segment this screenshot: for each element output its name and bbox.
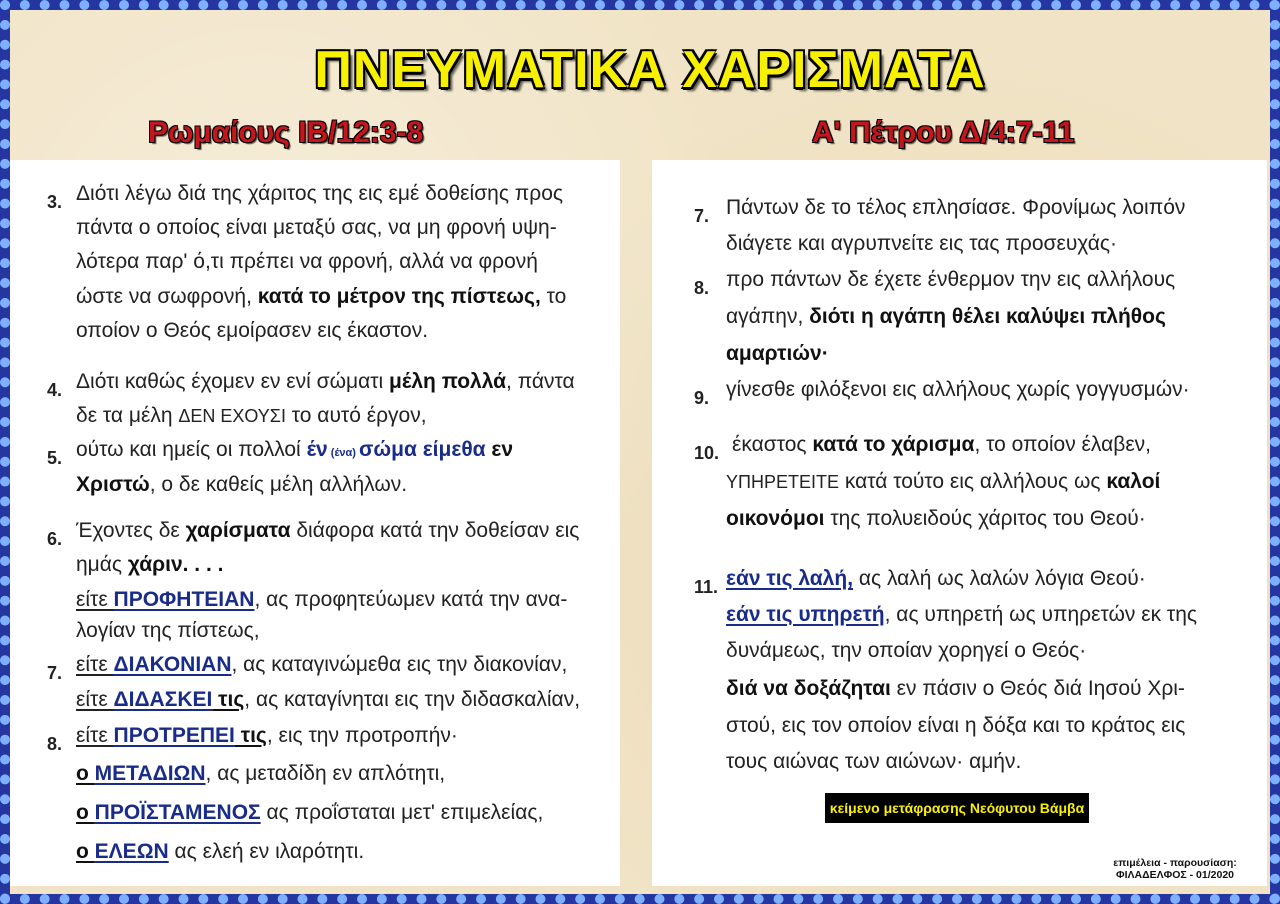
- verse-line: δε τα μέλη ΔΕΝ ΕΧΟΥΣΙ το αυτό έργον,: [76, 404, 427, 427]
- page-title: ΠΝΕΥΜΑΤΙΚΑ ΧΑΡΙΣΜΑΤΑ: [314, 41, 986, 99]
- verse-number: 7.: [47, 663, 63, 683]
- editor-line: ΦΙΛΑΔΕΛΦΟΣ - 01/2020: [1115, 869, 1235, 881]
- verse-line: ο ΠΡΟΪΣΤΑΜΕΝΟΣ ας προΐσταται μετ' επιμελείας,: [76, 801, 544, 824]
- verse-line: ούτω και ημείς οι πολλοί έν (ένα) σώμα είμεθα εν: [76, 438, 514, 461]
- verse-line: Διότι λέγω διά της χάριτος της εις εμέ δοθείσης προς: [76, 182, 564, 205]
- verse-line: ώστε να σωφρονή, κατά το μέτρον της πίστεως, το: [76, 285, 567, 308]
- verse-line: είτε ΔΙΔΑΣΚΕΙ τις, ας καταγίνηται εις την διδασκαλίαν,: [76, 688, 581, 711]
- verse-number: 5.: [47, 448, 63, 468]
- verse-line: προ πάντων δε έχετε ένθερμον την εις αλλήλους: [726, 268, 1176, 291]
- verse-line: διά να δοξάζηται εν πάσιν ο Θεός διά Ιησού Χρι-: [726, 677, 1185, 700]
- verse-line: ο ΕΛΕΩΝ ας ελεή εν ιλαρότητι.: [76, 840, 365, 863]
- verse-line: πάντα ο οποίος είναι μεταξύ σας, να μη φρονή υψη-: [76, 216, 557, 239]
- verse-line: αμαρτιών·: [726, 342, 829, 365]
- peter-panel: [652, 160, 1267, 886]
- verse-line: Πάντων δε το τέλος επλησίασε. Φρονίμως λοιπόν: [726, 196, 1186, 219]
- verse-line: γίνεσθε φιλόξενοι εις αλλήλους χωρίς γογγυσμών·: [726, 378, 1190, 401]
- verse-number: 7.: [694, 206, 710, 226]
- verse-line: ΥΠΗΡΕΤΕΙΤΕ κατά τούτο εις αλλήλους ως καλοί: [726, 470, 1161, 493]
- verse-line: έκαστος κατά το χάρισμα, το οποίον έλαβεν,: [732, 433, 1152, 456]
- verse-line: διάγετε και αγρυπνείτε εις τας προσευχάς·: [726, 232, 1118, 255]
- verse-line: είτε ΔΙΑΚΟΝΙΑΝ, ας καταγινώμεθα εις την διακονίαν,: [76, 653, 568, 676]
- verse-line: λογίαν της πίστεως,: [76, 619, 260, 642]
- editor-line: επιμέλεια - παρουσίαση:: [1113, 857, 1237, 869]
- verse-line: ημάς χάριν. . . .: [76, 553, 224, 576]
- verse-line: ο ΜΕΤΑΔΙΩΝ, ας μεταδίδη εν απλότητι,: [76, 762, 446, 785]
- verse-line: λότερα παρ' ό,τι πρέπει να φρονή, αλλά να φρονή: [76, 250, 538, 273]
- verse-line: είτε ΠΡΟΤΡΕΠΕΙ τις, εις την προτροπήν·: [76, 724, 458, 747]
- romans-panel: [10, 160, 620, 886]
- verse-line: οικονόμοι της πολυειδούς χάριτος του Θεού·: [726, 507, 1146, 530]
- verse-number: 8.: [694, 278, 710, 298]
- verse-line: Διότι καθώς έχομεν εν ενί σώματι μέλη πολλά, πάντα: [76, 370, 575, 393]
- verse-number: 6.: [47, 529, 63, 549]
- verse-number: 4.: [47, 380, 63, 400]
- verse-line: οποίον ο Θεός εμοίρασεν εις έκαστον.: [76, 319, 429, 342]
- verse-number: 9.: [694, 388, 710, 408]
- editor-credit: [1090, 857, 1260, 881]
- reference-peter: Α' Πέτρου Δ/4:7-11: [812, 116, 1075, 149]
- verse-line: τους αιώνας των αιώνων· αμήν.: [726, 750, 1022, 773]
- verse-number: 11.: [694, 577, 719, 597]
- verse-number: 8.: [47, 734, 63, 754]
- reference-romans: Ρωμαίους ΙΒ/12:3-8: [148, 116, 424, 149]
- verse-line: εάν τις υπηρετή, ας υπηρετή ως υπηρετών εκ της: [726, 603, 1198, 626]
- verse-line: Χριστώ, ο δε καθείς μέλη αλλήλων.: [76, 473, 408, 496]
- verse-number: 3.: [47, 192, 63, 212]
- verse-number: 10.: [694, 443, 720, 463]
- verse-line: αγάπην, διότι η αγάπη θέλει καλύψει πλήθος: [726, 305, 1166, 328]
- emphasis: κατά το μέτρον της πίστεως,: [257, 285, 541, 308]
- translation-credit: κείμενο μετάφρασης Νεόφυτου Βάμβα: [825, 793, 1089, 823]
- verse-line: δυνάμεως, την οποίαν χορηγεί ο Θεός·: [726, 639, 1087, 662]
- verse-line: στού, εις τον οποίον είναι η δόξα και το κράτος εις: [726, 714, 1186, 737]
- verse-line: εάν τις λαλή, ας λαλή ως λαλών λόγια Θεού·: [726, 567, 1146, 590]
- verse-line: είτε ΠΡΟΦΗΤΕΙΑΝ, ας προφητεύωμεν κατά την ανα-: [76, 588, 568, 611]
- verse-line: Έχοντες δε χαρίσματα διάφορα κατά την δοθείσαν εις: [76, 519, 580, 542]
